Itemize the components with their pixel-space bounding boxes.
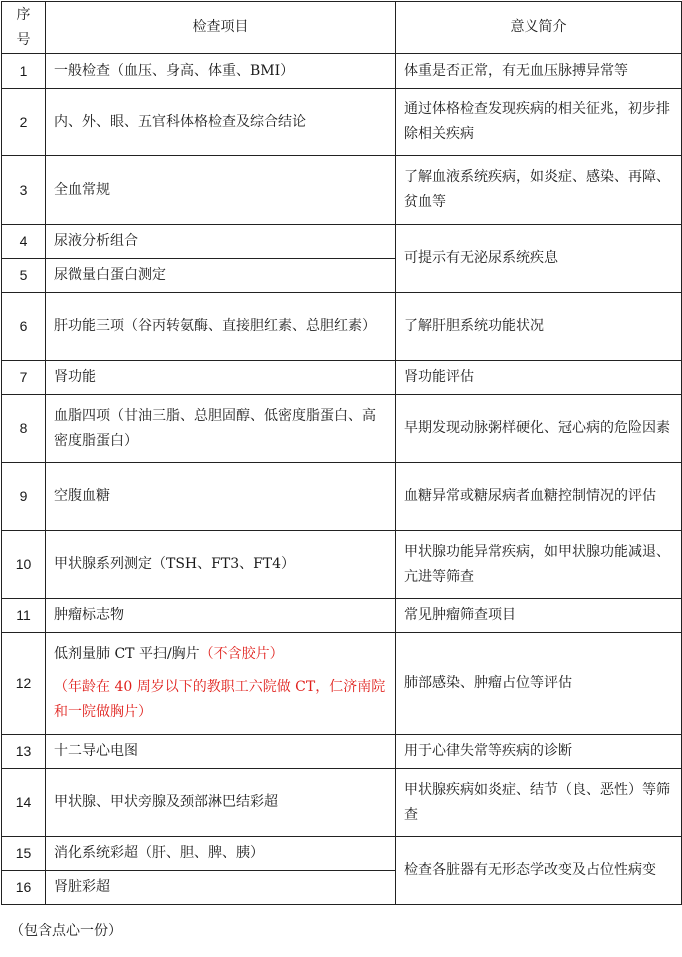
row-no: 3 [2,156,46,225]
row-meaning: 早期发现动脉粥样硬化、冠心病的危险因素 [396,395,682,463]
row-meaning: 血糖异常或糖尿病者血糖控制情况的评估 [396,463,682,531]
table-row [2,735,682,769]
row-item-line [54,642,387,667]
row-item: 一般检查（血压、身高、体重、BMI） [46,54,396,89]
table-row [2,769,682,837]
table-row [2,225,682,259]
row-item-note-2: （年龄在 40 周岁以下的教职工六院做 CT，仁济南院和一院做胸片） [54,679,386,720]
row-no: 7 [2,361,46,395]
header-item: 检查项目 [46,2,396,54]
row-no: 9 [2,463,46,531]
row-item: 血脂四项（甘油三脂、总胆固醇、低密度脂蛋白、高密度脂蛋白） [46,395,396,463]
row-item: 空腹血糖 [46,463,396,531]
row-no: 11 [2,599,46,633]
row-item: 甲状腺系列测定（TSH、FT3、FT4） [46,531,396,599]
table-row [2,293,682,361]
row-no: 4 [2,225,46,259]
row-item: 尿液分析组合 [46,225,396,259]
row-no: 13 [2,735,46,769]
table-row [2,156,682,225]
row-item: 肝功能三项（谷丙转氨酶、直接胆红素、总胆红素） [46,293,396,361]
row-meaning: 常见肿瘤筛查项目 [396,599,682,633]
row-meaning: 检查各脏器有无形态学改变及占位性病变 [396,837,682,905]
row-item: 十二导心电图 [46,735,396,769]
header-no: 序号 [2,2,46,54]
row-no: 8 [2,395,46,463]
row-meaning: 了解肝胆系统功能状况 [396,293,682,361]
table-row [2,531,682,599]
row-meaning: 甲状腺疾病如炎症、结节（良、恶性）等筛查 [396,769,682,837]
row-no: 2 [2,89,46,156]
row-meaning: 肾功能评估 [396,361,682,395]
row-item: 尿微量白蛋白测定 [46,259,396,293]
row-no: 6 [2,293,46,361]
table-row [2,361,682,395]
row-no: 16 [2,871,46,905]
row-item-cell [46,633,396,735]
row-meaning: 肺部感染、肿瘤占位等评估 [396,633,682,735]
table-row [2,395,682,463]
row-item: 肿瘤标志物 [46,599,396,633]
row-no: 5 [2,259,46,293]
table-header-row [2,2,682,54]
row-meaning: 了解血液系统疾病，如炎症、感染、再障、贫血等 [396,156,682,225]
table-row [2,54,682,89]
row-no: 12 [2,633,46,735]
row-item: 内、外、眼、五官科体格检查及综合结论 [46,89,396,156]
row-no: 1 [2,54,46,89]
table-row [2,599,682,633]
footer-note: （包含点心一份） [10,923,122,939]
row-no: 15 [2,837,46,871]
row-meaning: 可提示有无泌尿系统疾息 [396,225,682,293]
row-item: 低剂量肺 CT 平扫/胸片 [54,646,200,662]
row-item: 全血常规 [46,156,396,225]
row-item: 肾脏彩超 [46,871,396,905]
row-meaning: 甲状腺功能异常疾病，如甲状腺功能减退、亢进等筛查 [396,531,682,599]
row-item: 甲状腺、甲状旁腺及颈部淋巴结彩超 [46,769,396,837]
table-row [2,463,682,531]
header-meaning: 意义简介 [396,2,682,54]
row-meaning: 体重是否正常，有无血压脉搏异常等 [396,54,682,89]
row-no: 14 [2,769,46,837]
row-item-note: （不含胶片） [199,646,284,662]
table-row [2,633,682,735]
table-row [2,89,682,156]
exam-items-table [1,1,682,905]
row-meaning: 通过体格检查发现疾病的相关征兆，初步排除相关疾病 [396,89,682,156]
row-no: 10 [2,531,46,599]
row-item: 肾功能 [46,361,396,395]
row-item: 消化系统彩超（肝、胆、脾、胰） [46,837,396,871]
table-row [2,837,682,871]
row-meaning: 用于心律失常等疾病的诊断 [396,735,682,769]
